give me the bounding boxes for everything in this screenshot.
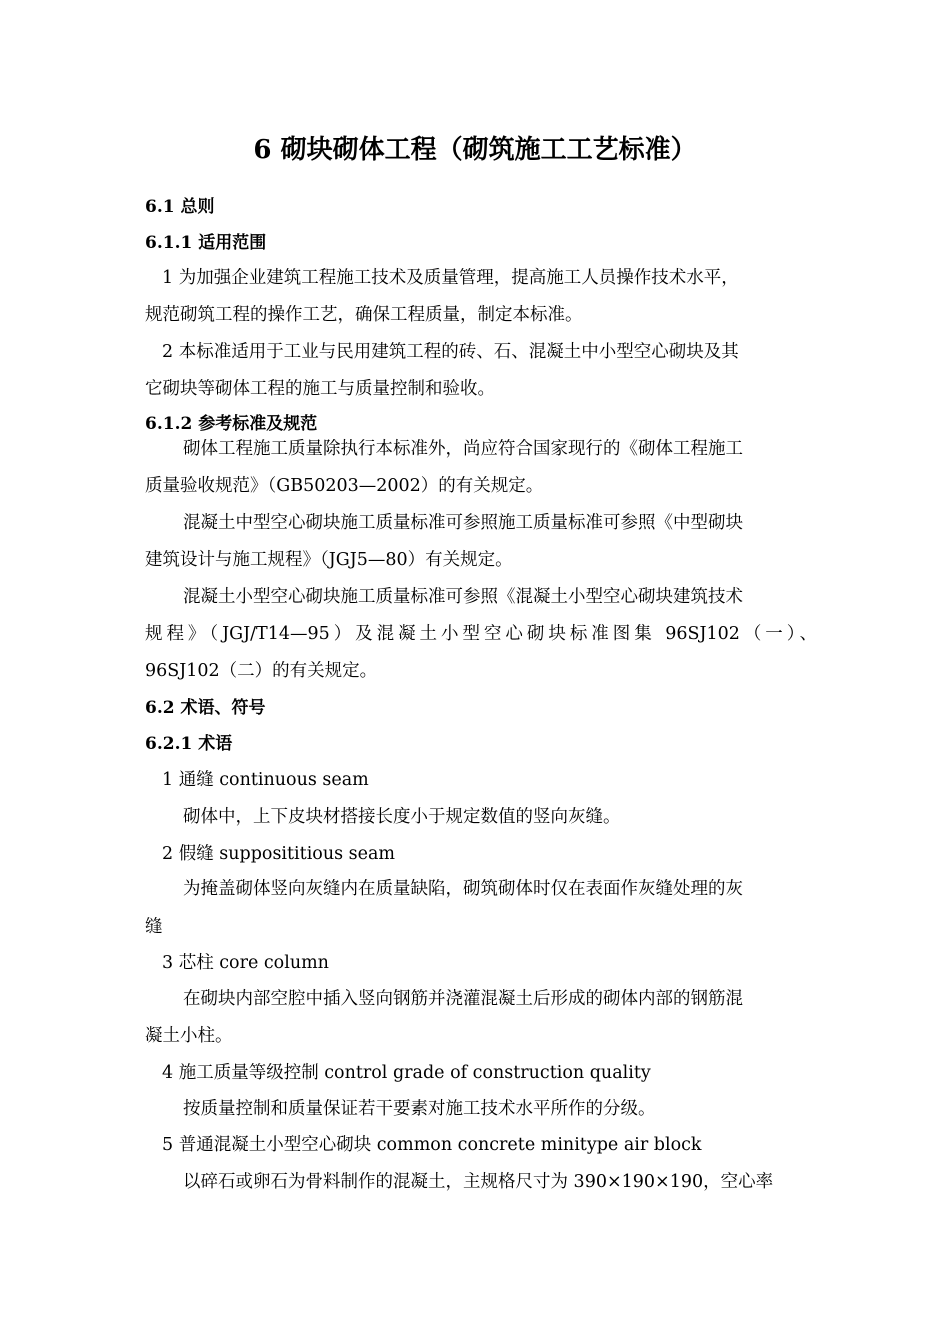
paragraph-line: 2 本标准适用于工业与民用建筑工程的砖、石、混凝土中小型空心砌块及其 xyxy=(162,342,739,362)
section-heading-6-2: 6.2 术语、符号 xyxy=(145,698,266,718)
term-item: 3 芯柱 core column xyxy=(162,953,329,973)
paragraph-line: 规程》（JGJ/T14—95）及混凝土小型空心砌块标准图集 96SJ102（一）、 xyxy=(145,624,817,644)
term-definition: 凝土小柱。 xyxy=(145,1026,233,1046)
term-item: 2 假缝 supposititious seam xyxy=(162,844,396,864)
term-definition: 在砌块内部空腔中插入竖向钢筋并浇灌混凝土后形成的砌体内部的钢筋混 xyxy=(183,989,743,1009)
term-definition: 为掩盖砌体竖向灰缝内在质量缺陷，砌筑砌体时仅在表面作灰缝处理的灰 xyxy=(183,879,743,899)
term-definition: 砌体中，上下皮块材搭接长度小于规定数值的竖向灰缝。 xyxy=(183,807,621,827)
paragraph-line: 砌体工程施工质量除执行本标准外，尚应符合国家现行的《砌体工程施工 xyxy=(183,439,743,459)
term-definition: 按质量控制和质量保证若干要素对施工技术水平所作的分级。 xyxy=(183,1099,656,1119)
section-heading-6-1-1: 6.1.1 适用范围 xyxy=(145,233,267,253)
section-heading-6-1-2: 6.1.2 参考标准及规范 xyxy=(145,414,318,434)
paragraph-line: 它砌块等砌体工程的施工与质量控制和验收。 xyxy=(145,379,495,399)
paragraph-line: 1 为加强企业建筑工程施工技术及质量管理，提高施工人员操作技术水平， xyxy=(162,268,739,288)
term-item: 5 普通混凝土小型空心砌块 common concrete minitype air block xyxy=(162,1135,702,1155)
paragraph-line: 混凝土小型空心砌块施工质量标准可参照《混凝土小型空心砌块建筑技术 xyxy=(183,587,743,607)
page-title: 6 砌块砌体工程（砌筑施工工艺标准） xyxy=(253,135,697,165)
term-definition: 以碎石或卵石为骨料制作的混凝土，主规格尺寸为 390×190×190，空心率 xyxy=(183,1172,774,1192)
paragraph-line: 混凝土中型空心砌块施工质量标准可参照施工质量标准可参照《中型砌块 xyxy=(183,513,743,533)
paragraph-line: 建筑设计与施工规程》（JGJ5—80）有关规定。 xyxy=(145,550,513,570)
section-heading-6-1: 6.1 总则 xyxy=(145,197,215,217)
section-heading-6-2-1: 6.2.1 术语 xyxy=(145,734,233,754)
term-definition: 缝 xyxy=(145,917,163,937)
paragraph-line: 质量验收规范》（GB50203—2002）的有关规定。 xyxy=(145,476,544,496)
paragraph-line: 规范砌筑工程的操作工艺，确保工程质量，制定本标准。 xyxy=(145,305,583,325)
term-item: 1 通缝 continuous seam xyxy=(162,770,369,790)
paragraph-line: 96SJ102（二）的有关规定。 xyxy=(145,661,378,681)
term-item: 4 施工质量等级控制 control grade of construction quality xyxy=(162,1063,651,1083)
